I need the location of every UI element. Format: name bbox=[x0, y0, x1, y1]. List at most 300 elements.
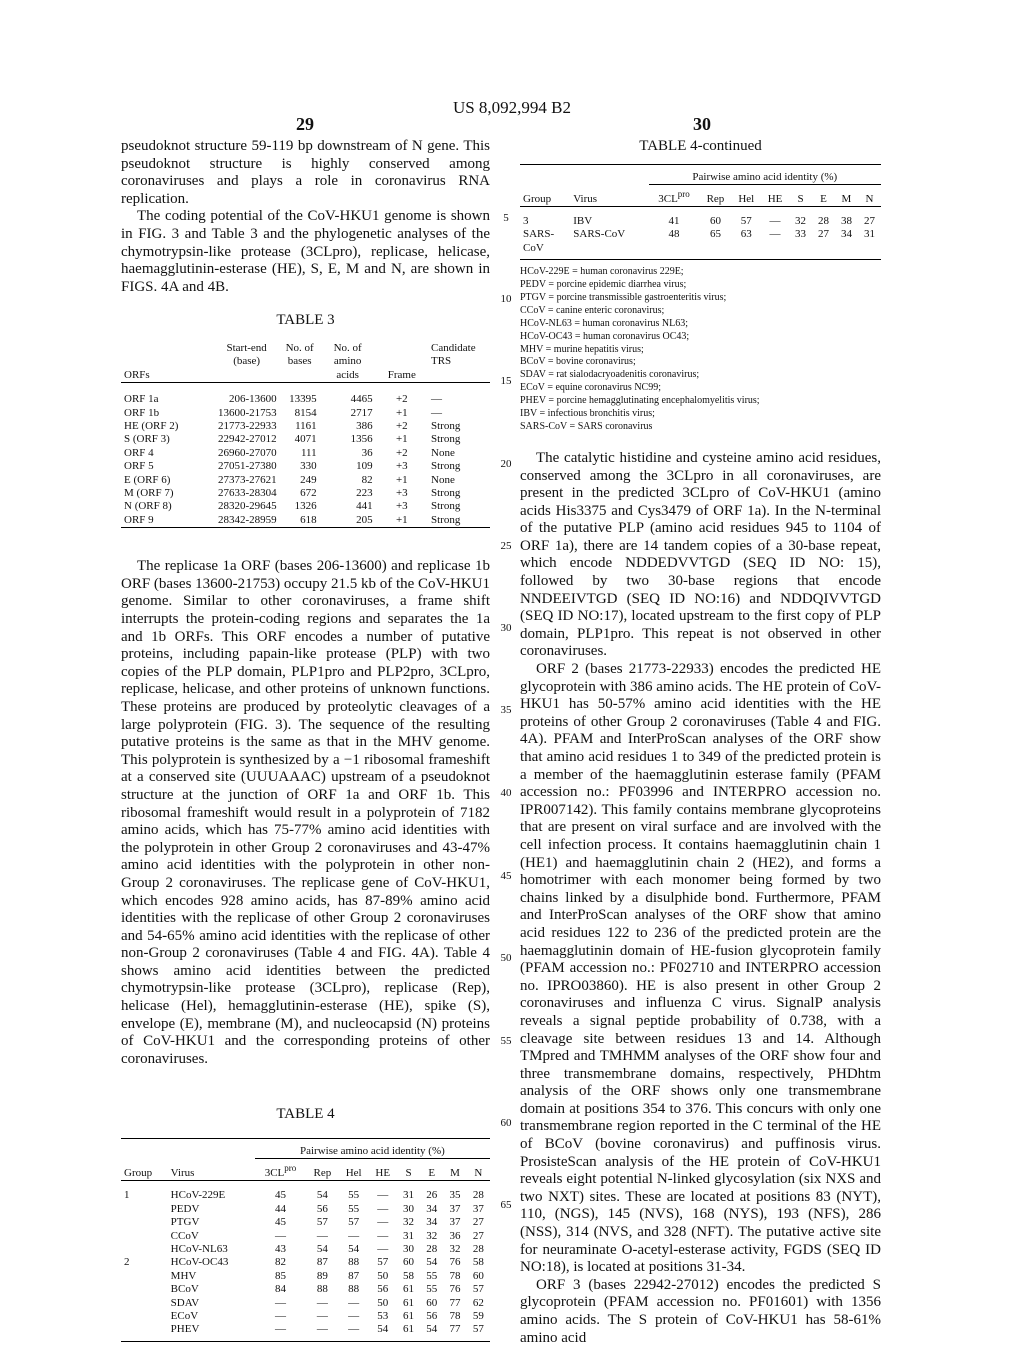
table4-header: $3CL^{pro}$ bbox=[658, 188, 690, 205]
line-number: 55 bbox=[500, 1035, 512, 1047]
table4-cell: 55 bbox=[426, 1269, 438, 1282]
table4-footnotes bbox=[520, 266, 881, 434]
table4-cell: 56 bbox=[316, 1202, 328, 1215]
table4-row bbox=[121, 1270, 490, 1283]
table4-row bbox=[121, 1256, 490, 1269]
table4-cell: 76 bbox=[449, 1256, 461, 1269]
line-number: 20 bbox=[500, 458, 512, 470]
table4-cell: 88 bbox=[348, 1256, 360, 1269]
table3-cell: +2 bbox=[395, 393, 408, 406]
table3-header: Frame bbox=[387, 368, 416, 381]
table4-cell: 32 bbox=[426, 1229, 438, 1242]
table3-row bbox=[121, 420, 490, 433]
table4-cell: PEDV bbox=[170, 1202, 200, 1215]
table4-cell: 55 bbox=[348, 1202, 360, 1215]
table4-cell: — bbox=[377, 1242, 389, 1255]
table4-cell: 37 bbox=[449, 1202, 461, 1215]
table3-cell: 618 bbox=[300, 513, 317, 526]
table3-cell: +1 bbox=[395, 513, 408, 526]
table3-cell: 1161 bbox=[295, 419, 317, 432]
table4-cell: 1 bbox=[124, 1189, 130, 1202]
table4-cell: 57 bbox=[316, 1216, 328, 1229]
table3-cell: — bbox=[431, 406, 442, 419]
table4-cell: 32 bbox=[795, 214, 806, 227]
table4-header: Group bbox=[124, 1166, 153, 1179]
table3-cell: M (ORF 7) bbox=[124, 487, 174, 499]
table4-cell: — bbox=[769, 214, 781, 227]
table4-cell: MHV bbox=[170, 1269, 197, 1282]
table4-cell: 58 bbox=[472, 1256, 484, 1269]
table3-cell: 27051-27380 bbox=[217, 460, 277, 473]
table3-row bbox=[121, 407, 490, 420]
table4-cell: 54 bbox=[316, 1189, 328, 1202]
table4-cell: 37 bbox=[449, 1216, 461, 1229]
table4-cell: 60 bbox=[426, 1296, 438, 1309]
table4-cell: 57 bbox=[348, 1216, 360, 1229]
table4-cell: 45 bbox=[274, 1189, 286, 1202]
table4-cell: PHEV bbox=[170, 1323, 200, 1336]
table4-cell: PTGV bbox=[170, 1216, 200, 1229]
table4-cell: — bbox=[348, 1296, 360, 1309]
table4-cell: 35 bbox=[449, 1189, 461, 1202]
table3-cell: ORF 5 bbox=[124, 460, 154, 473]
right-column bbox=[520, 138, 881, 1347]
table4-cell: — bbox=[377, 1202, 389, 1215]
table3-cell: 4465 bbox=[350, 393, 373, 406]
table3-cell: +3 bbox=[395, 500, 408, 513]
table4-cell: 50 bbox=[377, 1269, 389, 1282]
table4-cell: 55 bbox=[426, 1283, 438, 1296]
table3-cell: ORF 1a bbox=[124, 393, 159, 406]
table3-cell: HE (ORF 2) bbox=[124, 419, 179, 432]
table4-cell: 77 bbox=[449, 1323, 461, 1336]
table4-cell: 61 bbox=[403, 1296, 415, 1309]
table4-cell: 27 bbox=[863, 214, 875, 227]
table4-cell: SDAV bbox=[170, 1296, 200, 1309]
table4-cell: 28 bbox=[817, 214, 829, 227]
table3-body bbox=[121, 393, 490, 528]
table4-row bbox=[121, 1323, 490, 1336]
table3-cell: 386 bbox=[356, 419, 373, 432]
table4-cell: 88 bbox=[348, 1283, 360, 1296]
table4-cell: 54 bbox=[348, 1242, 360, 1255]
table4-cell: 57 bbox=[377, 1256, 389, 1269]
table4-header: Hel bbox=[738, 192, 755, 205]
table3-cell: ORF 4 bbox=[124, 446, 154, 459]
table4-header: Hel bbox=[345, 1166, 362, 1179]
table4-cell: BCoV bbox=[170, 1283, 199, 1296]
table4-cell: — bbox=[348, 1229, 360, 1242]
table4-cell: 3 bbox=[523, 214, 529, 227]
table4-cell: 60 bbox=[709, 214, 721, 227]
table4-cell: 31 bbox=[403, 1189, 415, 1202]
table4-row bbox=[121, 1283, 490, 1296]
table3-cell: 2717 bbox=[350, 406, 373, 419]
table4-cell: 30 bbox=[403, 1242, 415, 1255]
table3-row bbox=[121, 500, 490, 513]
table3-cell: 205 bbox=[356, 513, 373, 526]
table4-header: S bbox=[405, 1166, 412, 1179]
table4-cell bbox=[121, 1283, 168, 1296]
table3-header: No. of amino acids bbox=[333, 341, 362, 381]
table4-cell: 77 bbox=[449, 1296, 461, 1309]
table3-cell: Strong bbox=[431, 419, 461, 432]
table3-cell: +1 bbox=[395, 473, 408, 486]
table3-cell: 26960-27070 bbox=[217, 446, 277, 459]
table3-row bbox=[121, 487, 490, 500]
table4-cell: 27 bbox=[472, 1229, 484, 1242]
table4-cell: 82 bbox=[274, 1256, 286, 1269]
table3-cell: 1356 bbox=[350, 433, 373, 446]
table3-cell: Strong bbox=[431, 500, 461, 513]
table3-header: ORFs bbox=[124, 368, 150, 381]
footnote: SARS-CoV = SARS coronavirus bbox=[520, 421, 653, 432]
table4-cell: 56 bbox=[426, 1310, 438, 1322]
table4-cell: 58 bbox=[403, 1269, 415, 1282]
table4-row bbox=[121, 1297, 490, 1310]
table3-header: Start-end (base) bbox=[226, 341, 267, 368]
line-number: 25 bbox=[500, 540, 512, 552]
table3-cell: 4071 bbox=[294, 433, 317, 446]
table4-cell: 26 bbox=[426, 1189, 438, 1202]
table4-cell: 87 bbox=[348, 1269, 360, 1282]
table4-cell: 43 bbox=[274, 1242, 286, 1255]
table4-cell bbox=[649, 242, 700, 255]
table4-header: Virus bbox=[170, 1166, 195, 1179]
table4-cell: 32 bbox=[403, 1216, 415, 1229]
table4-cell: — bbox=[316, 1296, 328, 1309]
table4-cell: 56 bbox=[377, 1283, 389, 1296]
table4-cell: — bbox=[377, 1216, 389, 1229]
table4-cell: 34 bbox=[426, 1216, 438, 1229]
table4-cell: ECoV bbox=[170, 1310, 199, 1322]
footnote: HCoV-229E = human coronavirus 229E; bbox=[520, 266, 684, 278]
table4-cell: 45 bbox=[274, 1216, 286, 1229]
table4-row bbox=[121, 1203, 490, 1216]
table4 bbox=[121, 1138, 490, 1342]
table4-cell: 60 bbox=[403, 1256, 415, 1269]
table3-row bbox=[121, 393, 490, 406]
table4-cell bbox=[121, 1203, 168, 1216]
line-number: 60 bbox=[500, 1117, 512, 1129]
line-number: 45 bbox=[500, 870, 512, 882]
table4-cell: — bbox=[377, 1189, 389, 1202]
table4-cell: 54 bbox=[377, 1323, 389, 1336]
table3-cell: +1 bbox=[395, 406, 408, 419]
table4-header-row bbox=[121, 1167, 490, 1181]
table3-cell: +2 bbox=[395, 446, 408, 459]
table3-header: No. of bases bbox=[285, 341, 314, 368]
table4-cell: — bbox=[348, 1323, 360, 1336]
footnote: SDAV = rat sialodacryoadenitis coronavirus; bbox=[520, 369, 700, 381]
footnote: PHEV = porcine hemagglutinating encephalomyelitis virus; bbox=[520, 395, 760, 407]
table3-cell: — bbox=[431, 393, 442, 406]
table3-cell: 223 bbox=[356, 487, 373, 499]
table4-cell: 61 bbox=[403, 1323, 415, 1336]
table3-row bbox=[121, 514, 490, 528]
table3-header: Candidate TRS bbox=[431, 341, 476, 368]
table4-cell bbox=[121, 1230, 168, 1243]
table3 bbox=[121, 342, 490, 528]
table4-row bbox=[520, 242, 881, 255]
footnote: PTGV = porcine transmissible gastroenteritis virus; bbox=[520, 291, 727, 303]
table3-cell: ORF 1b bbox=[124, 406, 160, 419]
table4-cell: 84 bbox=[274, 1283, 286, 1296]
table3-cell: N (ORF 8) bbox=[124, 500, 172, 513]
footnote: PEDV = porcine epidemic diarrhea virus; bbox=[520, 279, 687, 291]
footnote: HCoV-NL63 = human coronavirus NL63; bbox=[520, 317, 689, 329]
table4-cell: 28 bbox=[472, 1189, 484, 1202]
table3-cell: Strong bbox=[431, 487, 461, 499]
table4-cell: SARS-CoV bbox=[573, 228, 626, 241]
table4-cell: 53 bbox=[377, 1310, 389, 1322]
table4-cell: 37 bbox=[472, 1202, 484, 1215]
table4-cell: 38 bbox=[840, 214, 852, 227]
table4-cell: 60 bbox=[472, 1269, 484, 1282]
table4-cell: — bbox=[316, 1310, 328, 1322]
table3-cell: Strong bbox=[431, 513, 461, 526]
table3-cell: 330 bbox=[300, 460, 317, 473]
pro-superscript: pro bbox=[677, 188, 690, 199]
table3-row bbox=[121, 460, 490, 473]
table4-cell bbox=[121, 1216, 168, 1229]
table4-cell bbox=[121, 1323, 168, 1336]
table4-cell: 54 bbox=[426, 1323, 438, 1336]
footnote: MHV = murine hepatitis virus; bbox=[520, 343, 644, 355]
table4-cell: HCoV-OC43 bbox=[170, 1256, 229, 1269]
table3-cell: 13600-21753 bbox=[217, 406, 277, 419]
table4-cell bbox=[835, 242, 858, 255]
table4-cell: 30 bbox=[403, 1202, 415, 1215]
table4-cell: 62 bbox=[472, 1296, 484, 1309]
table3-cell: 22942-27012 bbox=[217, 433, 277, 446]
table4-title: TABLE 4 bbox=[276, 1106, 335, 1123]
table4-cell: 59 bbox=[472, 1310, 484, 1322]
table4-cell: — bbox=[274, 1296, 286, 1309]
table4-cell: IBV bbox=[573, 214, 593, 227]
table4-cell bbox=[121, 1270, 168, 1283]
table3-cell: 1326 bbox=[294, 500, 317, 513]
table3-cell: 672 bbox=[300, 487, 317, 499]
table4-cell: — bbox=[316, 1323, 328, 1336]
table4-cell: — bbox=[316, 1229, 328, 1242]
table4-cell: HCoV-229E bbox=[170, 1189, 226, 1202]
table4-header: $3CL^{pro}$ bbox=[264, 1162, 297, 1179]
table3-title: TABLE 3 bbox=[276, 312, 335, 329]
left-paragraph-1: pseudoknot structure 59-119 bp downstream of N gene. This pseudoknot structure is highly conserved among coronaviruses and plays a role in coronavirus RNA replication. bbox=[121, 138, 490, 207]
table4-cell: 34 bbox=[840, 228, 852, 241]
table3-cell: 27373-27621 bbox=[217, 473, 277, 486]
table4-header: HE bbox=[767, 192, 783, 205]
table4-header: M bbox=[450, 1166, 460, 1179]
pro-superscript: pro bbox=[284, 1162, 297, 1173]
table4-cell: 27 bbox=[472, 1216, 484, 1229]
table4-cell bbox=[731, 242, 761, 255]
table3-cell: 21773-22933 bbox=[217, 419, 277, 432]
table4-cell bbox=[789, 242, 812, 255]
table3-row bbox=[121, 447, 490, 460]
table3-cell: 8154 bbox=[294, 406, 317, 419]
table4-cell: 85 bbox=[274, 1269, 286, 1282]
right-paragraph-1: The catalytic histidine and cysteine amino acid residues, conserved among the 3CLpro in all coronaviruses, are present in the predicted 3CLpro of CoV-HKU1 (amino acids His3375 and Cys3479 of ORF 1a). In the N-terminal of the putative PLP (amino acid residues 945 to 1104 of ORF 1a), there are 14 tandem copies of a 30-base repeat, which encode NDDEDVVTGD (SEQ ID NO: 15), followed by two 30-base regions that encode NNDEEIVTGD (SEQ ID NO:16) and NDDQIVVTGD (SEQ ID NO:17), located upstream to the first copy of PLP domain, PLP1pro. This repeat is not observed in other coronaviruses. bbox=[520, 449, 881, 660]
table4-cell: 41 bbox=[668, 214, 680, 227]
table4-cell: 61 bbox=[403, 1310, 415, 1322]
footnote: CCoV = canine enteric coronavirus; bbox=[520, 304, 665, 316]
table4-cell bbox=[121, 1243, 168, 1256]
table4-cell: 54 bbox=[426, 1256, 438, 1269]
table4-cell: 31 bbox=[403, 1229, 415, 1242]
table4-cell: 36 bbox=[449, 1229, 461, 1242]
span-header: Pairwise amino acid identity (%) bbox=[255, 1145, 490, 1159]
line-number: 50 bbox=[500, 952, 512, 964]
table4-row bbox=[520, 228, 881, 241]
table4-header: Virus bbox=[573, 192, 598, 205]
table4-cell: 54 bbox=[316, 1242, 328, 1255]
table4-header-row bbox=[520, 193, 881, 207]
line-number: 30 bbox=[500, 622, 512, 634]
table4-cell bbox=[812, 242, 835, 255]
table4-cell: 76 bbox=[449, 1283, 461, 1296]
left-paragraph-2: The coding potential of the CoV-HKU1 genome is shown in FIG. 3 and Table 3 and the phylogenetic analyses of the chymotrypsin-like protease (3CLpro), replicase, helicase, haemagglutinin-esterase (HE), S, E, M and N, are shown in FIGS. 4A and 4B. bbox=[121, 208, 490, 295]
table4-cell: 87 bbox=[316, 1256, 328, 1269]
table4-cell: 63 bbox=[740, 228, 752, 241]
span-header: Pairwise amino acid identity (%) bbox=[649, 171, 881, 185]
table4-cell: SARS- bbox=[523, 228, 555, 241]
table4-row bbox=[121, 1243, 490, 1256]
table3-cell: Strong bbox=[431, 460, 461, 473]
table4-row bbox=[520, 215, 881, 228]
table3-cell: +1 bbox=[395, 433, 408, 446]
table3-cell: 109 bbox=[356, 460, 373, 473]
table4-cell: 48 bbox=[668, 228, 680, 241]
table3-header-row bbox=[121, 342, 490, 383]
table3-cell: 36 bbox=[361, 446, 373, 459]
table4-continued bbox=[520, 164, 881, 261]
table4-row bbox=[121, 1310, 490, 1323]
table3-cell: 28320-29645 bbox=[217, 500, 277, 513]
table3-cell: 249 bbox=[300, 473, 317, 486]
right-paragraph-2: ORF 2 (bases 21773-22933) encodes the predicted HE glycoprotein with 386 amino acids. The HE protein of CoV-HKU1 has 50-57% amino acid identities with the HE proteins of other Group 2 coronaviruses (Table 4 and FIG. 4A). PFAM and InterProScan analyses of the ORF show that amino acid residues 1 to 349 of the predicted protein is a member of the haemagglutinin esterase family (PFAM accession no.: PF03996 and INTERPRO accession no. IPR007142). This family contains membrane glycoproteins that are present on viral surface and are involved with the cell infection process. It contains haemagglutinin chain 1 (HE1) and haemagglutinin chain 2 (HE2), and forms a homotrimer with each monomer being formed by two chains linked by a disulphide bond. Furthermore, PFAM and InterProScan analyses of the ORF show that amino acid residues 122 to 236 of the predicted protein are the haemagglutinin domain of HE-fusion glycoprotein family (PFAM accession no.: PF02710 and INTERPRO accession no. IPRO03860). HE is also present in other Group 2 coronaviruses and influenza C virus. SignalP analysis reveals a signal peptide probability of 0.738, with a cleavage site between residues 13 and 14. Although TMpred and TMHMM analyses of the ORF show four and three transmembrane domains, respectively, PHDhtm analysis of the ORF shows only one transmembrane domain at positions 354 to 376. This concurs with only one transmembrane region reported in the C terminal of the HE of BCoV (bovine coronavirus) and puffinosis virus. ProsisteScan analysis of the HE protein of CoV-HKU1 reveals eight potential N-linked glycosylation (six NXS and two NXT) sites. These are located at positions 83 (NYT), 110, (NGS), 145 (NVS), 168 (NYS), 193 (NFS), 286 (NSS), 314 (NVS, and 328 (NFT). The putative active site for neuraminate O-acetyl-esterase activity, FGDS (SEQ ID NO:18), is located at positions 31-34. bbox=[520, 661, 881, 1276]
table4-cell: CCoV bbox=[170, 1229, 199, 1242]
table4-cell: 50 bbox=[377, 1296, 389, 1309]
table4-header: E bbox=[428, 1166, 436, 1179]
table4-cell: 57 bbox=[472, 1283, 484, 1296]
table3-cell: 111 bbox=[300, 446, 317, 459]
table3-row bbox=[121, 474, 490, 487]
footnote: HCoV-OC43 = human coronavirus OC43; bbox=[520, 330, 690, 342]
table4-row bbox=[121, 1189, 490, 1202]
table3-cell: E (ORF 6) bbox=[124, 473, 171, 486]
table4-cell bbox=[761, 242, 789, 255]
table4-cell: 88 bbox=[316, 1283, 328, 1296]
table3-cell: Strong bbox=[431, 433, 461, 446]
table4-cell: 44 bbox=[274, 1202, 286, 1215]
table4-cell: HCoV-NL63 bbox=[170, 1242, 228, 1255]
table4-cell bbox=[121, 1310, 168, 1323]
table4-header: S bbox=[797, 192, 804, 205]
table3-cell: +3 bbox=[395, 460, 408, 473]
line-number: 15 bbox=[500, 375, 512, 387]
patent-number: US 8,092,994 B2 bbox=[452, 98, 572, 117]
table4-cell: 57 bbox=[740, 214, 752, 227]
table4-cell: — bbox=[274, 1323, 286, 1336]
table4-cell: 27 bbox=[817, 228, 829, 241]
table4-header: N bbox=[474, 1166, 483, 1179]
table4-cell: 89 bbox=[316, 1269, 328, 1282]
table4-cell: 78 bbox=[449, 1310, 461, 1322]
right-paragraph-3: ORF 3 (bases 22942-27012) encodes the predicted S glycoprotein (PFAM accession no. PF01601) with 1356 amino acids. The S protein of CoV-HKU1 has 58-61% amino acid bbox=[520, 1276, 881, 1346]
table4-cell: CoV bbox=[523, 241, 544, 254]
table4-cell: 31 bbox=[863, 228, 875, 241]
table4-cell: 61 bbox=[403, 1283, 415, 1296]
line-number: 35 bbox=[500, 704, 512, 716]
table3-cell: 441 bbox=[356, 500, 373, 513]
table3-cell: 28342-28959 bbox=[217, 513, 277, 526]
table4-cell: 28 bbox=[472, 1242, 484, 1255]
table4-cell: 65 bbox=[709, 228, 721, 241]
line-number: 10 bbox=[500, 293, 512, 305]
table3-cell: S (ORF 3) bbox=[124, 433, 170, 446]
table4-cell: — bbox=[348, 1310, 360, 1322]
table4-header: Group bbox=[523, 192, 552, 205]
table4-row bbox=[121, 1230, 490, 1243]
table4-cell: — bbox=[769, 228, 781, 241]
table4-header: Rep bbox=[313, 1166, 332, 1179]
table4-cell: — bbox=[274, 1310, 286, 1322]
table4-cell bbox=[570, 242, 648, 255]
right-page-number: 30 bbox=[693, 114, 711, 134]
table4-header: Rep bbox=[706, 192, 725, 205]
table4-cell: 55 bbox=[348, 1189, 360, 1202]
table3-row bbox=[121, 433, 490, 446]
left-page-number: 29 bbox=[296, 114, 314, 134]
table3-cell: 82 bbox=[361, 473, 373, 486]
table4-cell: 57 bbox=[472, 1323, 484, 1336]
table4-header: HE bbox=[375, 1166, 391, 1179]
left-paragraph-3: The replicase 1a ORF (bases 206-13600) and replicase 1b ORF (bases 13600-21753) occupy 21.5 kb of the CoV-HKU1 genome. Similar to other coronaviruses, a frame shift interrupts the protein-coding regions and separates the 1a and 1b ORFs. This ORF encodes a number of putative proteins, including papain-like protease (PLP) with two copies of the PLP domain, PLP1pro and PLP2pro, 3CLpro, replicase, helicase, and other proteins of unknown functions. These proteins are produced by proteolytic cleavages of a large polyprotein (FIG. 3). The sequence of the resulting putative proteins is the same as that in the MHV genome. This polyprotein is synthesized by a −1 ribosomal frameshift at a conserved site (UUUAAAC) upstream of a pseudoknot structure at the junction of ORF 1a and ORF 1b. This ribosomal frameshift would result in a polyprotein of 7182 amino acids, which has 75-77% amino acid identities with the polyprotein in other Group 2 coronaviruses and 43-47% amino acid identities with the polyprotein in other non-Group 2 coronaviruses. The replicase gene of CoV-HKU1, which encodes 928 amino acids, has 87-89% amino acid identities with the replicase of other Group 2 coronaviruses and 54-65% amino acid identities with the replicase of other non-Group 2 coronaviruses (Table 4 and FIG. 4A). Table 4 shows amino acid identities between the predicted chymotrypsin-like protease (3CLpro), replicase (Rep), helicase (Hel), hemagglutinin-esterase (HE), spike (S), envelope (E), membrane (M), and nucleocapsid (N) proteins of CoV-HKU1 and the corresponding proteins of other coronaviruses. bbox=[121, 558, 490, 1067]
table4-cell bbox=[699, 242, 731, 255]
table4-cell: 33 bbox=[795, 228, 806, 241]
table3-cell: 206-13600 bbox=[228, 393, 277, 406]
table4-cell: 34 bbox=[426, 1202, 438, 1215]
footnote: ECoV = equine coronavirus NC99; bbox=[520, 382, 661, 394]
table4-cell bbox=[858, 242, 881, 255]
footnote: BCoV = bovine coronavirus; bbox=[520, 356, 636, 368]
line-number: 5 bbox=[503, 212, 509, 224]
table3-cell: 13395 bbox=[289, 393, 317, 406]
table4-cell bbox=[121, 1297, 168, 1310]
table4-header: N bbox=[865, 192, 874, 205]
table4-header: E bbox=[820, 192, 827, 205]
table4-row bbox=[121, 1216, 490, 1229]
line-number: 40 bbox=[500, 787, 512, 799]
table3-cell: None bbox=[431, 446, 455, 459]
table4c-title: TABLE 4-continued bbox=[639, 138, 762, 154]
left-column bbox=[121, 138, 490, 1342]
table4-cell: — bbox=[377, 1229, 389, 1242]
table3-cell: +2 bbox=[395, 419, 408, 432]
line-number: 65 bbox=[500, 1199, 512, 1211]
table4-cell: 78 bbox=[449, 1269, 461, 1282]
table4-cell: 2 bbox=[124, 1256, 130, 1269]
table4-cell: 28 bbox=[426, 1242, 438, 1255]
footnote: IBV = infectious bronchitis virus; bbox=[520, 408, 655, 420]
table4-header: M bbox=[841, 192, 852, 205]
table4-cell: 32 bbox=[449, 1242, 461, 1255]
table3-cell: None bbox=[431, 473, 455, 486]
table4-cell: — bbox=[274, 1229, 286, 1242]
table3-cell: 27633-28304 bbox=[217, 487, 277, 499]
